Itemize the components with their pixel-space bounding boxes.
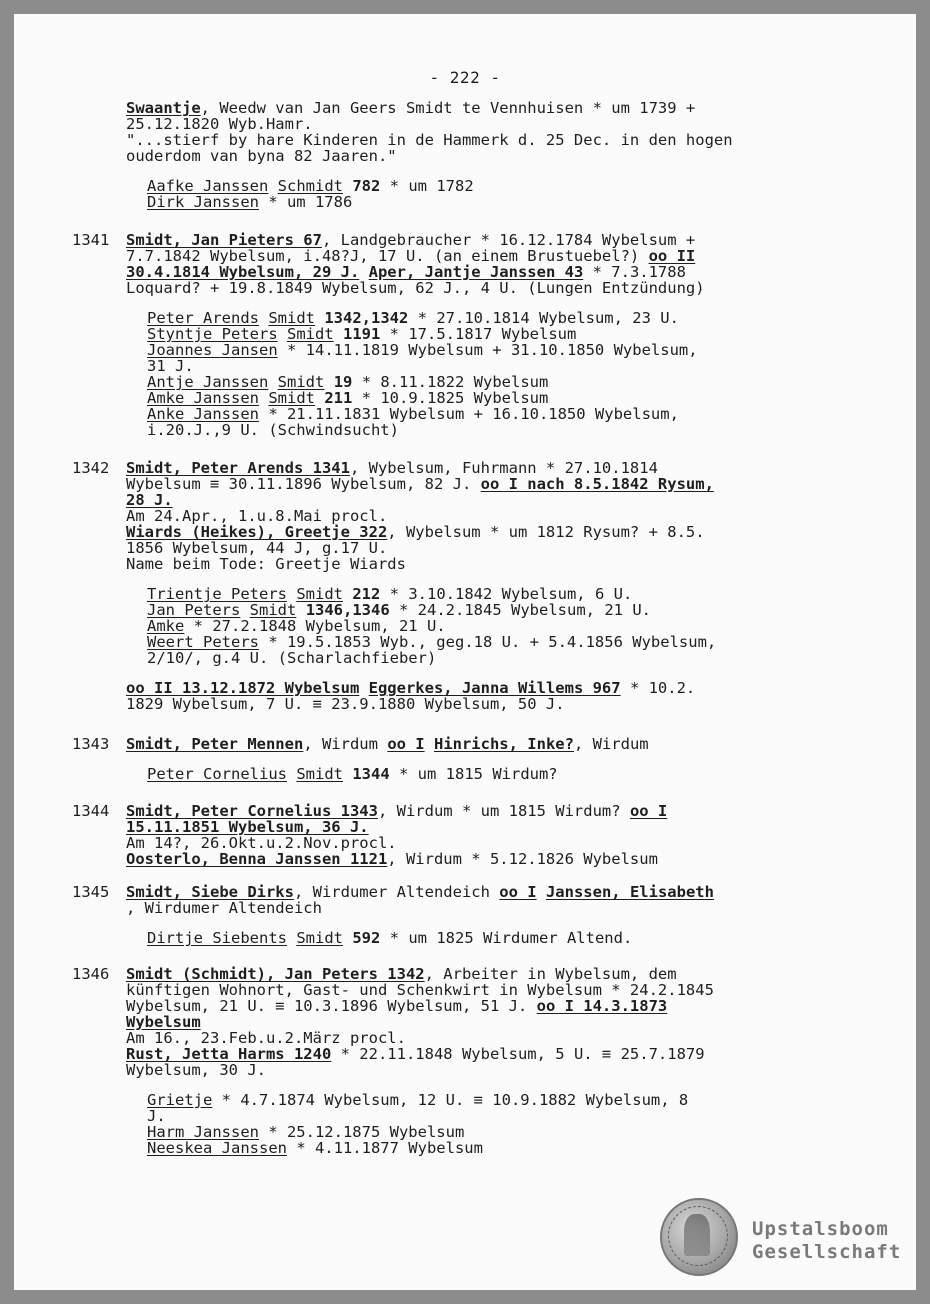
text: * um 1825 Wirdumer Altend. [380, 929, 633, 947]
logo-text [752, 1218, 901, 1264]
text-line [126, 803, 872, 819]
child-name: Antje Janssen [147, 373, 269, 391]
text-line [126, 1014, 872, 1030]
child-line [147, 930, 872, 946]
ref-number: 1344 [352, 765, 390, 783]
entry-body [126, 460, 872, 712]
child-line [147, 602, 872, 618]
text: , Landgebraucher * 16.12.1784 Wybelsum + [321, 231, 696, 249]
marriage-place: Wybelsum [126, 1013, 201, 1031]
spouse-name: Wiards (Heikes), Greetje 322 [126, 523, 388, 541]
children-list [126, 586, 872, 666]
second-marriage [126, 680, 872, 712]
seal-icon [660, 1198, 738, 1276]
child-line [147, 326, 872, 342]
entry-body [126, 884, 872, 946]
surname: Smidt [296, 585, 343, 603]
text: * 10.9.1825 Wybelsum [352, 389, 549, 407]
text: * 21.11.1831 Wybelsum + 16.10.1850 Wybelsum, [258, 405, 679, 423]
child-line [147, 586, 872, 602]
child-name: Dirk Janssen [147, 193, 259, 211]
text: , Weedw van Jan Geers Smidt te Vennhuisen * um 1739 + [200, 99, 696, 117]
text: * um 1782 [380, 177, 474, 195]
text-line: 1856 Wybelsum, 44 J, g.17 U. [126, 539, 388, 557]
spouse-name: Hinrichs, Inke? [433, 735, 574, 753]
person-name: Swaantje [126, 99, 201, 117]
child-line [147, 634, 872, 650]
text-line: Am 24.Apr., 1.u.8.Mai procl. [126, 507, 388, 525]
person-name: Smidt, Jan Pieters 67 [126, 231, 322, 249]
text: , Wirdum * um 1815 Wirdum? [377, 802, 630, 820]
text-line: 31 J. [147, 357, 194, 375]
marriage-ref: oo I [629, 802, 668, 820]
text: , Wybelsum * um 1812 Rysum? + 8.5. [387, 523, 705, 541]
ref-number: 1342,1342 [324, 309, 409, 327]
entry-number: 1341 [72, 231, 110, 249]
text: Wybelsum, 21 U. ≡ 10.3.1896 Wybelsum, 51 J. [126, 997, 537, 1015]
ref-number: 19 [333, 373, 353, 391]
children-list [126, 310, 872, 438]
child-name: Anke Janssen [147, 405, 259, 423]
child-name: Weert Peters [147, 633, 259, 651]
surname: Smidt [268, 309, 315, 327]
marriage-ref: oo I nach 8.5.1842 Rysum, [480, 475, 714, 493]
child-line [147, 178, 872, 194]
child-line [147, 374, 872, 390]
text-line: Wybelsum, 30 J. [126, 1061, 266, 1079]
text: * 27.2.1848 Wybelsum, 21 U. [184, 617, 446, 635]
text-line [126, 232, 872, 248]
child-name: Harm Janssen [147, 1123, 259, 1141]
text: * um 1786 [258, 193, 353, 211]
surname: Schmidt [277, 177, 343, 195]
entry-body [126, 736, 872, 782]
person-name: Smidt, Peter Mennen [126, 735, 304, 753]
child-line [147, 1140, 872, 1156]
surname: Smidt [296, 929, 343, 947]
child-name: Amke [147, 617, 185, 635]
text: * 27.10.1814 Wybelsum, 23 U. [408, 309, 679, 327]
text: * 4.7.1874 Wybelsum, 12 U. ≡ 10.9.1882 Wybelsum, 8 [212, 1091, 689, 1109]
child-line [147, 390, 872, 406]
child-line [147, 194, 872, 210]
text [537, 883, 546, 901]
text-line [126, 851, 872, 867]
person-name: Smidt, Peter Arends 1341 [126, 459, 350, 477]
child-line [147, 1124, 872, 1140]
text-line [126, 884, 872, 900]
text-line: i.20.J.,9 U. (Schwindsucht) [147, 421, 399, 439]
document-page [14, 14, 916, 1290]
text-line [126, 476, 872, 492]
surname: Smidt [277, 373, 325, 391]
text-line [126, 460, 872, 476]
child-name: Joannes Jansen [147, 341, 278, 359]
person-name: Smidt, Siebe Dirks [126, 883, 294, 901]
entry-number: 1345 [72, 883, 110, 901]
text-line [126, 524, 872, 540]
child-name: Grietje [147, 1091, 213, 1109]
ref-number: 592 [352, 929, 381, 947]
ref-number: 211 [324, 389, 353, 407]
text-line: 25.12.1820 Wyb.Hamr. [126, 115, 313, 133]
entry-body [126, 966, 872, 1156]
text: Wybelsum ≡ 30.11.1896 Wybelsum, 82 J. [126, 475, 481, 493]
text: * 22.11.1848 Wybelsum, 5 U. ≡ 25.7.1879 [331, 1045, 705, 1063]
ref-number: 1191 [343, 325, 381, 343]
text-line [126, 736, 872, 752]
marriage-age: 28 J. [126, 491, 173, 509]
text: * 3.10.1842 Wybelsum, 6 U. [380, 585, 633, 603]
child-line [147, 342, 872, 358]
spouse-name: Aper, Jantje Janssen 43 [368, 263, 584, 281]
text-line: , Wirdumer Altendeich [126, 899, 322, 917]
tree-icon [684, 1214, 710, 1256]
page-number: - 222 - [429, 68, 501, 87]
person-name: Smidt (Schmidt), Jan Peters 1342 [126, 965, 425, 983]
text: * 19.5.1853 Wyb., geg.18 U. + 5.4.1856 Wybelsum, [258, 633, 717, 651]
children-list [126, 178, 872, 210]
child-name: Styntje Peters [147, 325, 278, 343]
text: * 10.2. [620, 679, 696, 697]
child-name: Aafke Janssen [147, 177, 269, 195]
logo-line: Upstalsboom [752, 1218, 889, 1240]
surname: Smidt [268, 389, 315, 407]
spouse-name: Eggerkes, Janna Willems 967 [368, 679, 621, 697]
text-line: 1829 Wybelsum, 7 U. ≡ 23.9.1880 Wybelsum, 50 J. [126, 695, 565, 713]
text: * 25.12.1875 Wybelsum [258, 1123, 465, 1141]
child-name: Amke Janssen [147, 389, 259, 407]
child-line [147, 406, 872, 422]
child-name: Trientje Peters [147, 585, 287, 603]
text-line: Am 14?, 26.Okt.u.2.Nov.procl. [126, 834, 397, 852]
spouse-name: Rust, Jetta Harms 1240 [126, 1045, 332, 1063]
text-line: künftigen Wohnort, Gast- und Schenkwirt in Wybelsum * 24.2.1845 [126, 981, 714, 999]
child-line [147, 310, 872, 326]
text: * 14.11.1819 Wybelsum + 31.10.1850 Wybelsum, [277, 341, 698, 359]
text-line [126, 248, 872, 264]
marriage-date: 15.11.1851 Wybelsum, 36 J. [126, 818, 369, 836]
surname: Smidt [287, 325, 334, 343]
entry-body [126, 100, 872, 210]
text: * um 1815 Wirdum? [389, 765, 558, 783]
child-name: Peter Arends [147, 309, 259, 327]
marriage-date: 30.4.1814 Wybelsum, 29 J. [126, 263, 360, 281]
marriage-ref: oo I [387, 735, 425, 753]
entry-number: 1343 [72, 735, 110, 753]
text: * 24.2.1845 Wybelsum, 21 U. [389, 601, 651, 619]
text-line: Name beim Tode: Greetje Wiards [126, 555, 406, 573]
text-line: Am 16., 23.Feb.u.2.März procl. [126, 1029, 406, 1047]
ref-number: 782 [352, 177, 381, 195]
child-name: Dirtje Siebents [147, 929, 287, 947]
text [425, 735, 434, 753]
text-line [126, 492, 872, 508]
text-line: 2/10/, g.4 U. (Scharlachfieber) [147, 649, 437, 667]
logo-line: Gesellschaft [752, 1241, 902, 1263]
children-list [126, 1092, 872, 1156]
entry-number: 1346 [72, 965, 110, 983]
text-line: Loquard? + 19.8.1849 Wybelsum, 62 J., 4 U. (Lungen Entzündung) [126, 279, 705, 297]
child-line [147, 766, 872, 782]
marriage-ref: oo I [499, 883, 537, 901]
text: * 7.3.1788 [583, 263, 686, 281]
society-logo [660, 1198, 902, 1276]
person-name: Smidt, Peter Cornelius 1343 [126, 802, 378, 820]
text-line [126, 966, 872, 982]
text: * 8.11.1822 Wybelsum [352, 373, 549, 391]
entry-number: 1342 [72, 459, 110, 477]
children-list [126, 766, 872, 782]
child-name: Neeskea Janssen [147, 1139, 287, 1157]
text: , Wirdum * 5.12.1826 Wybelsum [387, 850, 658, 868]
text: * 17.5.1817 Wybelsum [380, 325, 577, 343]
text: , Arbeiter in Wybelsum, dem [424, 965, 677, 983]
text-line: J. [147, 1107, 166, 1125]
marriage-ref: oo I 14.3.1873 [536, 997, 668, 1015]
text-line [126, 100, 872, 116]
text: 7.7.1842 Wybelsum, i.48?J, 17 U. (an einem Brustuebel?) [126, 247, 649, 265]
text-line [126, 1046, 872, 1062]
entry-number: 1344 [72, 802, 110, 820]
ref-number: 212 [352, 585, 381, 603]
marriage-ref: oo II [648, 247, 696, 265]
entry-body [126, 803, 872, 867]
text: , Wirdum [573, 735, 649, 753]
spouse-name: Oosterlo, Benna Janssen 1121 [126, 850, 388, 868]
text-line: "...stierf by hare Kinderen in de Hammerk d. 25 Dec. in den hogen [126, 131, 733, 149]
child-name: Peter Cornelius [147, 765, 287, 783]
spouse-name: Janssen, Elisabeth [545, 883, 714, 901]
text: * 4.11.1877 Wybelsum [286, 1139, 483, 1157]
text-line: ouderdom van byna 82 Jaaren." [126, 147, 397, 165]
marriage-ref: oo II 13.12.1872 Wybelsum [126, 679, 360, 697]
child-name: Jan Peters [147, 601, 241, 619]
text: , Wirdumer Altendeich [293, 883, 500, 901]
text-line [126, 680, 872, 696]
text: , Wirdum [303, 735, 388, 753]
surname: Smidt [249, 601, 297, 619]
ref-number: 1346,1346 [305, 601, 390, 619]
child-line [147, 1092, 872, 1108]
entry-body [126, 232, 872, 438]
text-line [126, 998, 872, 1014]
text-line [126, 819, 872, 835]
text: , Wybelsum, Fuhrmann * 27.10.1814 [349, 459, 658, 477]
surname: Smidt [296, 765, 343, 783]
child-line [147, 618, 872, 634]
text-line [126, 264, 872, 280]
children-list [126, 930, 872, 946]
